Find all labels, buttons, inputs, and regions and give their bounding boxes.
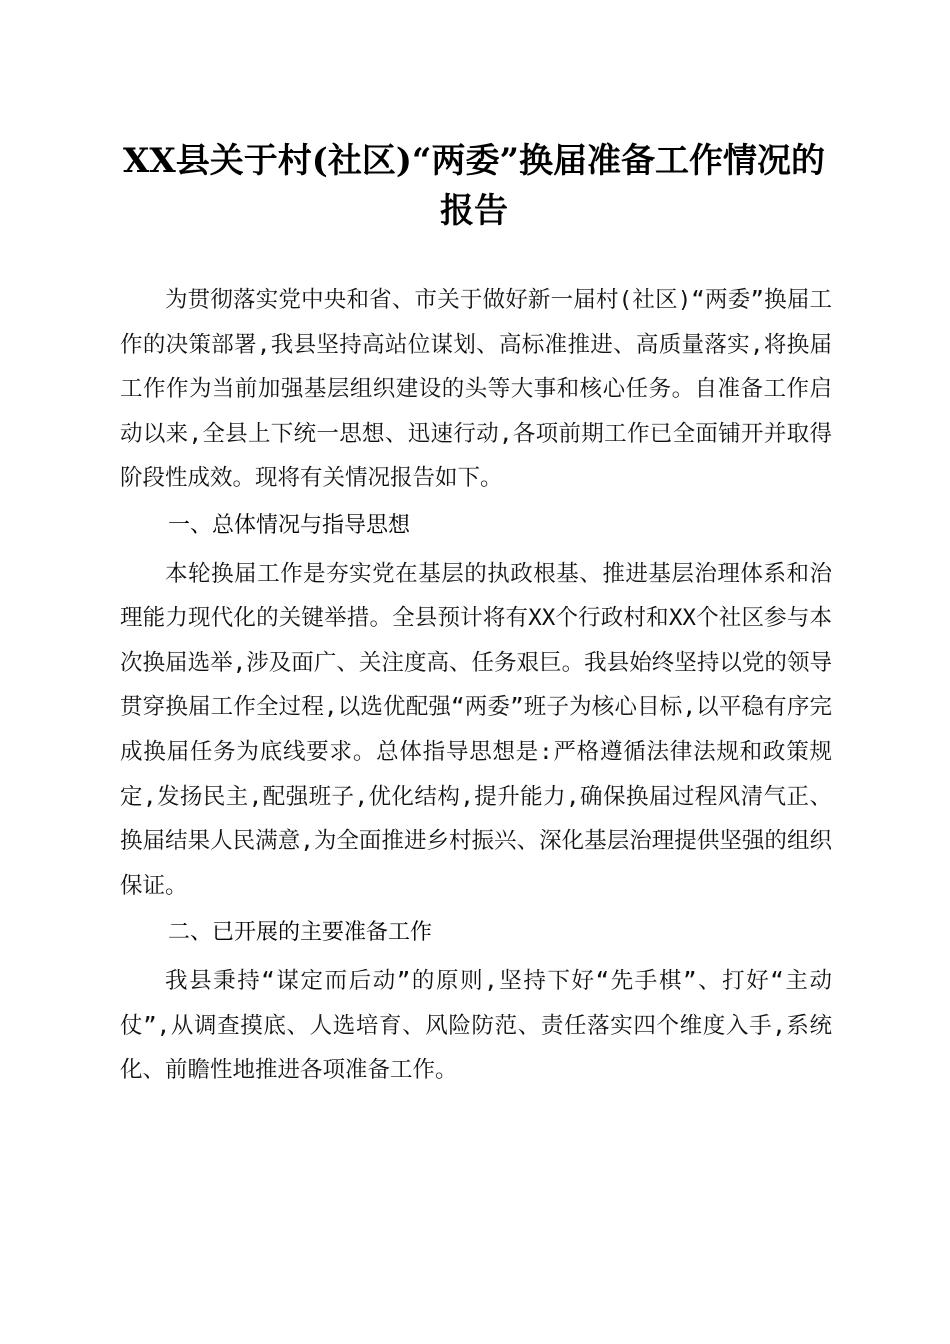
section-paragraph-preparation: 我县秉持“谋定而后动”的原则,坚持下好“先手棋”、打好“主动仗”,从调查摸底、人选培育、风险防范、责任落实四个维度入手,系统化、前瞻性地推进各项准备工作。 [120,967,832,1084]
document-title: XX县关于村(社区)“两委”换届准备工作情况的报告 [122,141,826,231]
section-paragraph-overview: 本轮换届工作是夯实党在基层的执政根基、推进基层治理体系和治理能力现代化的关键举措。全县预计将有XX个行政村和XX个社区参与本次换届选举,涉及面广、关注度高、任务艰巨。我县始终坚持以党的领导贯穿换届工作全过程,以选优配强“两委”班子为核心目标,以平稳有序完成换届任务为底线要求。总体指导思想是:严格遵循法律法规和政策规定,发扬民主,配强班子,优化结构,提升能力,确保换届过程风清气正、换届结果人民满意,为全面推进乡村振兴、深化基层治理提供坚强的组织保证。 [120,560,832,899]
section-heading-overview: 一、总体情况与指导思想 [168,512,411,538]
document-body [120,278,832,1093]
section-heading-preparation: 二、已开展的主要准备工作 [168,920,433,946]
intro-paragraph: 为贯彻落实党中央和省、市关于做好新一届村(社区)“两委”换届工作的决策部署,我县坚持高站位谋划、高标准推进、高质量落实,将换届工作作为当前加强基层组织建设的头等大事和核心任务。自准备工作启动以来,全县上下统一思想、迅速行动,各项前期工作已全面铺开并取得阶段性成效。现将有关情况报告如下。 [120,287,832,492]
